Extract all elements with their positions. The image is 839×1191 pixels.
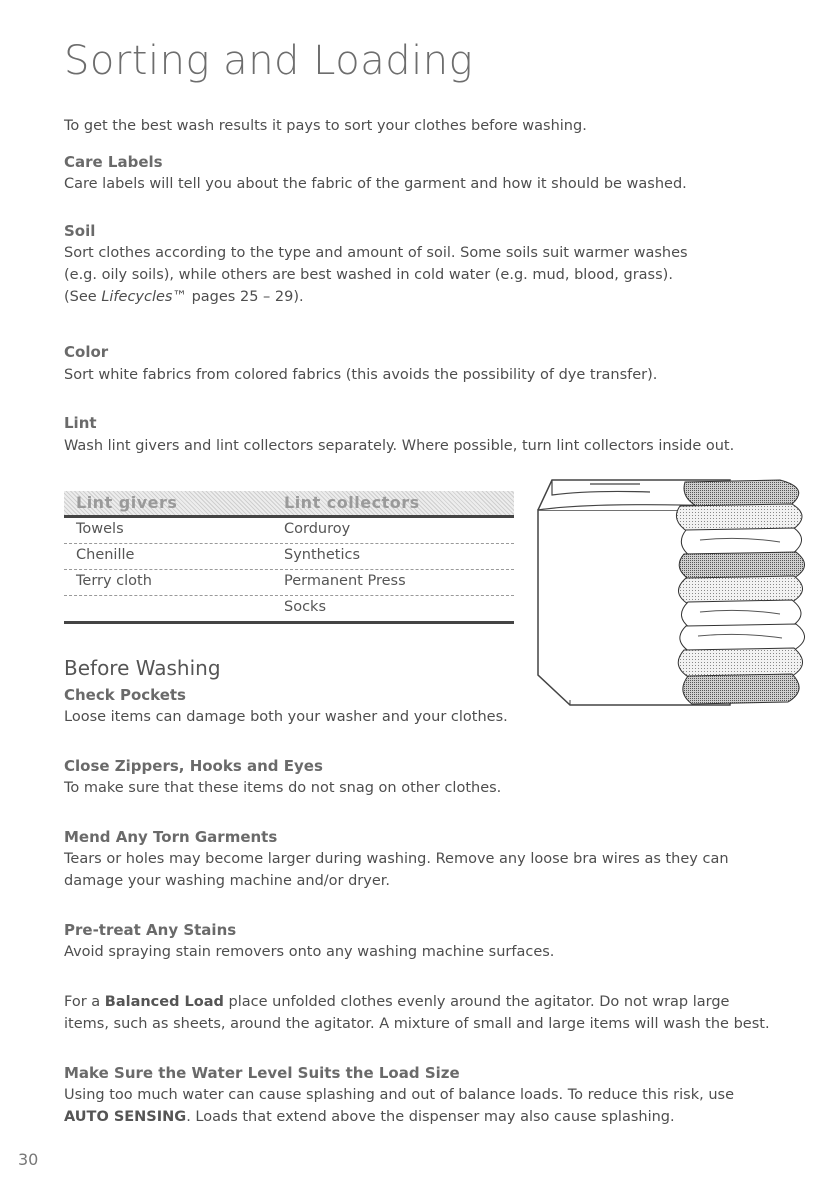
water-level-line-1: Using too much water can cause splashing and out of balance loads. To reduce this risk, use (64, 1087, 734, 1103)
table-cell: Permanent Press (284, 573, 406, 589)
before-washing-title: Before Washing (64, 656, 221, 680)
color-text: Sort white fabrics from colored fabrics (this avoids the possibility of dye transfer). (64, 367, 658, 383)
towel-stack (676, 480, 804, 704)
mend-line-2: damage your washing machine and/or dryer. (64, 873, 391, 889)
table-cell: Towels (76, 521, 124, 537)
care-labels-heading: Care Labels (64, 153, 163, 171)
care-labels-text: Care labels will tell you about the fabric of the garment and how it should be washed. (64, 176, 687, 192)
pretreat-text: Avoid spraying stain removers onto any washing machine surfaces. (64, 944, 555, 960)
water-level-heading: Make Sure the Water Level Suits the Load Size (64, 1064, 460, 1082)
table-row (64, 570, 514, 596)
water-level-line-2: AUTO SENSING. Loads that extend above the dispenser may also cause splashing. (64, 1109, 675, 1125)
close-zippers-text: To make sure that these items do not snag on other clothes. (64, 780, 502, 796)
lint-collectors-header: Lint collectors (284, 493, 420, 512)
soil-heading: Soil (64, 222, 96, 240)
mend-heading: Mend Any Torn Garments (64, 828, 278, 846)
pretreat-heading: Pre-treat Any Stains (64, 921, 237, 939)
mend-line-1: Tears or holes may become larger during washing. Remove any loose bra wires as they can (64, 851, 729, 867)
close-zippers-heading: Close Zippers, Hooks and Eyes (64, 757, 323, 775)
table-row (64, 596, 514, 624)
balanced-load-line-1: For a Balanced Load place unfolded clothes evenly around the agitator. Do not wrap large (64, 994, 730, 1010)
lint-table-header (64, 491, 514, 518)
check-pockets-text: Loose items can damage both your washer and your clothes. (64, 709, 508, 725)
check-pockets-heading: Check Pockets (64, 686, 186, 704)
balanced-load-term: Balanced Load (104, 994, 224, 1010)
balanced-load-line-2: items, such as sheets, around the agitator. A mixture of small and large items will wash the best. (64, 1016, 770, 1032)
soil-line-3: (See Lifecycles™ pages 25 – 29). (64, 289, 304, 305)
table-row (64, 544, 514, 570)
table-cell: Socks (284, 599, 326, 615)
table-row (64, 518, 514, 544)
page-number: 30 (18, 1150, 39, 1169)
table-cell: Synthetics (284, 547, 361, 563)
auto-sensing-term: AUTO SENSING (64, 1109, 187, 1125)
lifecycles-reference: Lifecycles™ (101, 289, 187, 305)
lint-table (64, 491, 514, 624)
lint-text: Wash lint givers and lint collectors separately. Where possible, turn lint collectors inside out. (64, 438, 735, 454)
color-heading: Color (64, 343, 109, 361)
table-cell: Terry cloth (76, 573, 152, 589)
soil-line-1: Sort clothes according to the type and amount of soil. Some soils suit warmer washes (64, 245, 688, 261)
table-cell: Corduroy (284, 521, 351, 537)
intro-text: To get the best wash results it pays to sort your clothes before washing. (64, 118, 587, 134)
lint-heading: Lint (64, 414, 97, 432)
table-cell: Chenille (76, 547, 135, 563)
page-title: Sorting and Loading (64, 38, 474, 84)
soil-line-2: (e.g. oily soils), while others are best washed in cold water (e.g. mud, blood, grass). (64, 267, 673, 283)
washer-with-towels-illustration (530, 470, 810, 720)
lint-givers-header: Lint givers (76, 493, 178, 512)
